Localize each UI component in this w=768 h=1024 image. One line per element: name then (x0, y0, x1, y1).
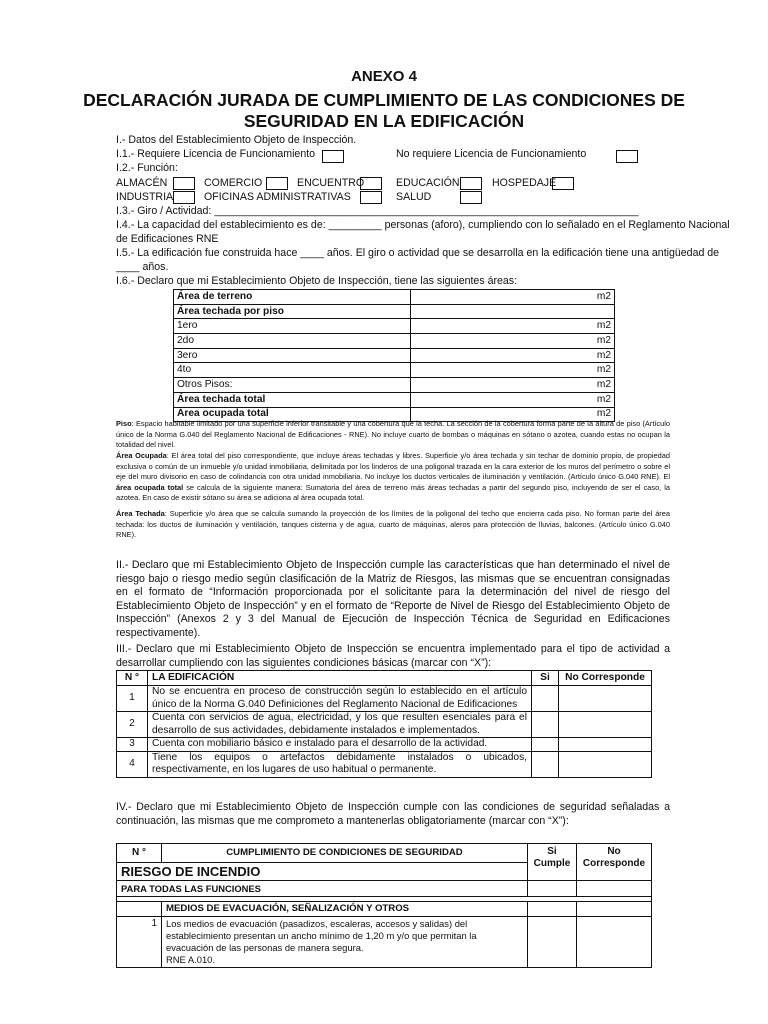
table-row (117, 712, 652, 738)
function-educacion-checkbox[interactable] (460, 177, 482, 190)
definition-ocupada-text2: se calcula de la siguiente manera: Sumatoria del área de terreno más áreas techadas a partir del segundo piso, incluyendo de ser el caso, la azotea. En caso de existir sótano su área se adiciona al área ocupada total. (116, 482, 670, 503)
area-value-cell[interactable]: m2 (411, 407, 615, 422)
function-educacion-label: EDUCACIÓN (396, 177, 460, 189)
license-required-label: I.1.- Requiere Licencia de Funcionamiento (116, 148, 316, 160)
condition-num: 2 (117, 712, 148, 738)
license-not-required-checkbox[interactable] (616, 150, 638, 163)
condition-nc-cell[interactable] (559, 751, 652, 777)
area-label: 3ero (174, 348, 411, 363)
all-functions-nc-cell (577, 881, 652, 897)
safety-item-1-ref: RNE A.010. (166, 954, 215, 965)
function-salud-label: SALUD (396, 191, 432, 203)
definition-piso-term: Piso (116, 419, 132, 428)
area-row (174, 378, 615, 393)
table-row (117, 751, 652, 777)
subheading-nc-cell (577, 902, 652, 917)
area-row (174, 304, 615, 319)
condition-num: 4 (117, 751, 148, 777)
col-building-header: LA EDIFICACIÓN (148, 671, 532, 686)
area-row (174, 334, 615, 349)
safety-conditions-table (116, 843, 652, 968)
area-label: Área ocupada total (174, 407, 411, 422)
function-industria-checkbox[interactable] (173, 191, 195, 204)
area-value-cell[interactable] (411, 304, 615, 319)
license-not-required-label: No requiere Licencia de Funcionamiento (396, 148, 587, 160)
safety-col-num-header: N ° (117, 844, 162, 863)
area-value-cell[interactable]: m2 (411, 348, 615, 363)
section3-text: III.- Declaro que mi Establecimiento Objeto de Inspección se encuentra implementado para el tipo de actividad a desarrollar cumpliendo con las siguientes condiciones básicas (marcar con “X”): (116, 643, 670, 669)
safety-col-si-header: Si Cumple (528, 844, 577, 881)
activity-line: I.3.- Giro / Actividad: ________________________________________________________________________ (116, 205, 639, 217)
area-row (174, 392, 615, 407)
col-nc-header: No Corresponde (559, 671, 652, 686)
area-row (174, 348, 615, 363)
area-value-cell[interactable]: m2 (411, 319, 615, 334)
function-label: I.2.- Función: (116, 162, 178, 174)
area-label: Área techada por piso (174, 304, 411, 319)
condition-si-cell[interactable] (532, 738, 559, 752)
annex-title: ANEXO 4 (351, 68, 417, 85)
function-industria-label: INDUSTRIA (116, 191, 174, 203)
condition-text: Cuenta con mobiliario básico e instalado para el desarrollo de la actividad. (148, 738, 532, 752)
condition-si-cell[interactable] (532, 686, 559, 712)
definition-piso-text: : Espacio habitable limitado por una superficie inferior transitable y una cobertura que la techa. La sección de la cobertura forma parte de la altura de piso (Artículo único de la Norma G.040 del Reglamento Nacional de Edificaciones - RNE). No incluye cuarto de bombas o máquinas en sótano o azotea, cuando estas no ocupan la totalidad del nivel. (116, 419, 670, 450)
all-functions-si-cell (528, 881, 577, 897)
area-label: Otros Pisos: (174, 378, 411, 393)
area-value-cell[interactable]: m2 (411, 363, 615, 378)
safety-col-nc-header: No Corresponde (577, 844, 652, 881)
function-oficinas-label: OFICINAS ADMINISTRATIVAS (204, 191, 351, 203)
age-line2: ____ años. (116, 261, 169, 273)
function-encuentro-label: ENCUENTRO (297, 177, 365, 189)
definition-area-techada (116, 509, 670, 541)
function-hospedaje-label: HOSPEDAJE (492, 177, 557, 189)
area-value-cell[interactable]: m2 (411, 378, 615, 393)
function-almacen-checkbox[interactable] (173, 177, 195, 190)
condition-nc-cell[interactable] (559, 712, 652, 738)
definition-techada-term: Área Techada (116, 509, 165, 518)
function-comercio-checkbox[interactable] (266, 177, 288, 190)
condition-nc-cell[interactable] (559, 686, 652, 712)
function-almacen-label: ALMACÉN (116, 177, 168, 189)
area-value-cell[interactable]: m2 (411, 334, 615, 349)
fire-risk-heading: RIESGO DE INCENDIO (117, 863, 528, 881)
safety-item-1-si-cell[interactable] (528, 917, 577, 968)
areas-table (173, 289, 615, 422)
definition-ocupada-bold: área ocupada total (116, 482, 184, 492)
age-line1: I.5.- La edificación fue construida hace ____ años. El giro o actividad que se desarrolla en la edificación tiene una antigüedad de (116, 247, 720, 259)
subheading-si-cell (528, 902, 577, 917)
safety-item-1-text (162, 917, 528, 968)
area-label: 1ero (174, 319, 411, 334)
section1-heading: I.- Datos del Establecimiento Objeto de Inspección. (116, 134, 357, 146)
area-value-cell[interactable]: m2 (411, 290, 615, 305)
safety-item-1-nc-cell[interactable] (577, 917, 652, 968)
area-row (174, 290, 615, 305)
building-conditions-table (116, 670, 652, 778)
areas-intro: I.6.- Declaro que mi Establecimiento Objeto de Inspección, tiene las siguientes áreas: (116, 275, 518, 287)
condition-si-cell[interactable] (532, 751, 559, 777)
definition-piso (116, 419, 670, 451)
condition-text: Tiene los equipos o artefactos debidamente instalados o ubicados, respectivamente, en los lugares de uso habitual o permanente. (148, 751, 532, 777)
document-title-line1: DECLARACIÓN JURADA DE CUMPLIMIENTO DE LAS CONDICIONES DE (83, 90, 685, 110)
definition-techada-text: : Superficie y/o área que se calcula sumando la proyección de los límites de la poligonal del techo que encierra cada piso. No forman parte del área techada: los ductos de iluminación y ventilación, tanques cisterna y de agua, cuarto de máquinas, aleros para protección de lluvias, balcones. (Artículo único G.040 RNE). (116, 509, 670, 540)
area-label: Área techada total (174, 392, 411, 407)
document-title-line2: SEGURIDAD EN LA EDIFICACIÓN (243, 111, 525, 131)
area-row (174, 319, 615, 334)
col-si-header: Si (532, 671, 559, 686)
table-row (117, 738, 652, 752)
condition-num: 3 (117, 738, 148, 752)
section2-text: II.- Declaro que mi Establecimiento Objeto de Inspección cumple las características que han determinado el nivel de riesgo bajo o riesgo medio según clasificación de la Matriz de Riesgos, las mismas que se encuentran consignadas en el formato de “Información proporcionada por el solicitante para la determinación del nivel de riesgo del Establecimiento Objeto de Inspección” y en el formato de “Reporte de Nivel de Riesgo del Establecimiento Objeto de Inspección” (Anexos 2 y 3 del Manual de Ejecución de Inspección Técnica de Seguridad en Edificaciones respectivamente). (116, 559, 670, 639)
condition-text: Cuenta con servicios de agua, electricidad, y los que resulten esenciales para el desarrollo de sus actividades, debidamente instalados e implementados. (148, 712, 532, 738)
safety-item-1-desc: Los medios de evacuación (pasadizos, escaleras, accesos y salidas) del establecimiento presentan un ancho mínimo de 1,20 m y/o que permitan la evacuación de las personas de manera segura. (166, 918, 477, 953)
evacuation-subheading: MEDIOS DE EVACUACIÓN, SEÑALIZACIÓN Y OTROS (162, 902, 528, 917)
capacity-line1: I.4.- La capacidad del establecimiento es de: _________ personas (aforo), cumpliendo con lo señalado en el Reglamento Nacional (116, 219, 730, 231)
area-value-cell[interactable]: m2 (411, 392, 615, 407)
condition-text: No se encuentra en proceso de construcción según lo establecido en el artículo único de la Norma G.040 Definiciones del Reglamento Nacional de Edificaciones (148, 686, 532, 712)
function-encuentro-checkbox[interactable] (360, 177, 382, 190)
definition-ocupada-text1: : El área total del piso correspondiente, que incluye áreas techadas y libres. Superficie y/o área techada y sin techar de dominio propio, de propiedad exclusiva o común de un inmueble y/o unidad inmobiliaria, delimitada por los linderos de una poligonal trazada en la cara exterior de los muros del perímetro o sobre el eje del muro divisorio en caso de colindancia con otra unidad inmobiliaria. No incluye los ductos verticales de iluminación y ventilación. (Artículo único G.040 RNE). El (116, 451, 670, 482)
area-row (174, 363, 615, 378)
function-oficinas-checkbox[interactable] (360, 191, 382, 204)
document-title (0, 90, 768, 132)
license-required-checkbox[interactable] (322, 150, 344, 163)
condition-nc-cell[interactable] (559, 738, 652, 752)
area-label: 2do (174, 334, 411, 349)
function-salud-checkbox[interactable] (460, 191, 482, 204)
col-num-header: N ° (117, 671, 148, 686)
area-label: 4to (174, 363, 411, 378)
subheading-num-cell (117, 902, 162, 917)
function-comercio-label: COMERCIO (204, 177, 263, 189)
condition-si-cell[interactable] (532, 712, 559, 738)
definition-area-ocupada (116, 451, 670, 504)
area-label: Área de terreno (174, 290, 411, 305)
table-row (117, 686, 652, 712)
safety-item-1-num: 1 (117, 917, 162, 968)
safety-col-item-header: CUMPLIMIENTO DE CONDICIONES DE SEGURIDAD (162, 844, 528, 863)
function-hospedaje-checkbox[interactable] (552, 177, 574, 190)
capacity-line2: de Edificaciones RNE (116, 233, 219, 245)
all-functions-heading: PARA TODAS LAS FUNCIONES (117, 881, 528, 897)
definition-ocupada-term: Área Ocupada (116, 451, 167, 460)
condition-num: 1 (117, 686, 148, 712)
section4-text: IV.- Declaro que mi Establecimiento Objeto de Inspección cumple con las condiciones de seguridad señaladas a continuación, las mismas que me comprometo a mantenerlas obligatoriamente (marcar con “X”): (116, 801, 670, 827)
